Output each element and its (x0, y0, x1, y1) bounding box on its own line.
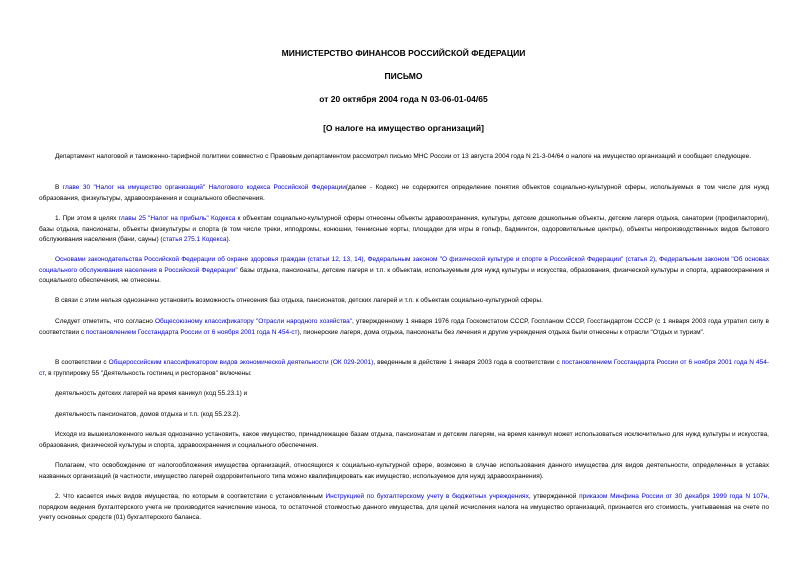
paragraph-summary (39, 430, 769, 451)
document-date-number: от 20 октября 2004 года N 03-06-01-04/65 (319, 94, 488, 104)
link-health-law[interactable]: Основами законодательства Российской Федерации об охране здоровья граждан (статьи 12, 13, 14) (55, 256, 364, 263)
text: В связи с этим нельзя однозначно установить возможность отнесения баз отдыха, пансионатов, детских лагерей и т.п. к объектам социально-культурной сферы. (55, 297, 543, 304)
link-okved[interactable]: Общероссийским классификатором видов экономической деятельности (ОК 029-2001) (108, 359, 374, 366)
link-chapter-25[interactable]: главы 25 "Налог на прибыль" Кодекса (118, 215, 236, 222)
text: , введенным в действие 1 января 2003 года в соответствии с (373, 359, 562, 366)
text: В соответствии с (55, 359, 109, 366)
text: к объектам социально-культурной сферы отнесены объекты здравоохранения, культуры, детские дошкольные объекты, детские лагеря отдыха, санатории (профилактории), базы отдыха, пансионаты, объекты физкультуры и спорта (в том числе треки, ипподромы, конюшни, теннисные корты, площадки для игры в гольф, бадминтон, оздоровительные центры), объекты непроизводственных видов бытового обслуживания населения (бани, сауны) ( (39, 215, 769, 243)
document-type: ПИСЬМО (384, 71, 423, 81)
paragraph-exemption (39, 461, 769, 482)
text: , (363, 256, 368, 263)
text: , порядком ведения бухгалтерского учета не производится начисление износа, то остаточной стоимостью данного имущества, для целей исчисления налога на имущество организаций, признается его стоимость, учитываемая на счете по учету основных средств (01) бухгалтерского баланса. (39, 493, 770, 521)
text: , утвержденному 1 января 1976 года Госкомстатом СССР, Госпланом СССР, Госстандартом СССР (с 1 января 2003 года утратил силу в соответствии с (39, 318, 769, 336)
paragraph-chapter30 (39, 183, 769, 204)
document-subject: [О налоге на имущество организаций] (323, 123, 484, 133)
text: , (655, 256, 660, 263)
text: Департамент налоговой и таможенно-тарифной политики совместно с Правовым департаментом рассмотрел письмо МНС России от 13 августа 2004 года N 21-3-04/64 о налоге на имущество организаций и сообщает следующее. (55, 153, 752, 160)
link-article-275-1[interactable]: статья 275.1 Кодекса (162, 236, 227, 243)
text: Исходя из вышеизложенного нельзя однозначно установить, какое имущество, принадлежащее базам отдыха, пансионатам и детским лагерям, на время каникул может использоваться исключительно для нужд культуры и искусства, образования, физической культуры и спорта, здравоохранения и социального обеспечения. (39, 431, 769, 449)
text: , утвержденной (528, 493, 580, 500)
link-gosstandart-resolution-2[interactable]: постановлением Госстандарта России от 6 ноября 2001 года N 454-ст (39, 359, 769, 377)
link-chapter-30[interactable]: главе 30 "Налог на имущество организаций" Налогового кодекса Российской Федерации (62, 184, 346, 191)
paragraph-conclusion (39, 296, 769, 307)
text: (далее - Кодекс) не содержится определение понятия объектов социально-культурной сферы, используемых в том числе для нужд образования, физкультуры, здравоохранения и социального обеспечения. (39, 184, 769, 202)
text: ). (226, 236, 231, 243)
paragraph-2 (39, 492, 769, 524)
link-minfin-order[interactable]: приказом Минфина России от 30 декабря 1999 года N 107н (579, 493, 768, 500)
link-social-law[interactable]: Федеральным законом "Об основах социального обслуживания населения в Российской Федерации" (39, 256, 769, 274)
text: Полагаем, что освобождение от налогообложения имущества организаций, относящихся к социально-культурной сфере, возможно в случае использования данного имущества для видов деятельности, определенных в уставах названных организаций (в частности, имущество лагерей оздоровительного типа можно квалифицировать как имущество, используемое для нужд здравоохранения). (39, 462, 769, 480)
text: деятельность детских лагерей на время каникул (код 55.23.1) и (55, 390, 248, 397)
paragraph-okved (39, 358, 769, 379)
text: В (55, 184, 63, 191)
text: 1. При этом в целях (55, 215, 119, 222)
link-classifier-branches[interactable]: Общесоюзному классификатору "Отрасли народного хозяйства" (154, 318, 353, 325)
text: базы отдыха, пансионаты, детские лагеря и т.п. к объектам, используемым для нужд культуры и искусства, образования, физической культуры и спорта, здравоохранения и социального обеспечения, не отнесены. (39, 266, 769, 284)
ministry-heading: МИНИСТЕРСТВО ФИНАНСОВ РОССИЙСКОЙ ФЕДЕРАЦИИ (281, 48, 526, 58)
text: ), пионерские лагеря, дома отдыха, пансионаты без лечения и другие учреждения отдыха были отнесены к отрасли "Отдых и туризм". (297, 328, 705, 336)
text: , в группировку 55 "Деятельность гостиниц и ресторанов" включены: (44, 369, 252, 377)
paragraph-1 (39, 214, 769, 246)
text: 2. Что касается иных видов имущества, по которым в соответствии с установленным (55, 493, 326, 500)
paragraph-intro (39, 152, 769, 163)
link-sport-law[interactable]: Федеральным законом "О физической культуре и спорте в Российской Федерации" (статья 2) (367, 256, 656, 263)
link-accounting-instruction[interactable]: Инструкцией по бухгалтерскому учету в бюджетных учреждениях (325, 493, 529, 500)
list-item-resorts (39, 410, 769, 421)
list-item-camps (39, 389, 769, 400)
text: Следует отметить, что согласно (55, 318, 155, 325)
text: деятельность пансионатов, домов отдыха и т.п. (код 55.23.2). (55, 411, 241, 418)
paragraph-classifier (39, 317, 769, 338)
link-gosstandart-resolution[interactable]: постановлением Госстандарта России от 6 ноября 2001 года N 454-ст (85, 328, 298, 336)
paragraph-legislation (39, 255, 769, 287)
